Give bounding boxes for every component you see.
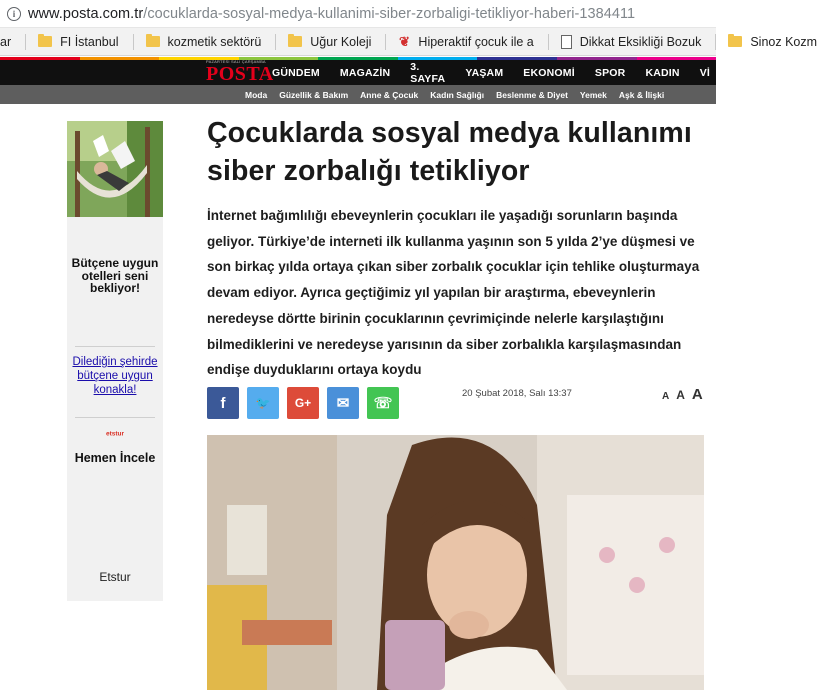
nav-item[interactable]: MAGAZİN [339, 67, 391, 79]
bookmark-separator [275, 34, 276, 50]
subnav-item[interactable]: Yemek [579, 89, 607, 100]
subnav-item[interactable]: Güzellik & Bakım [279, 89, 349, 100]
folder-icon [146, 36, 160, 47]
ad-cta[interactable]: Hemen İncele [74, 451, 156, 465]
page-icon [561, 35, 572, 49]
bookmarks-bar [0, 28, 818, 56]
bookmark-item[interactable] [548, 28, 716, 55]
nav-item[interactable]: GÜNDEM [272, 67, 320, 79]
nav-item[interactable]: SPOR [594, 67, 626, 79]
address-bar[interactable] [0, 0, 716, 28]
googleplus-icon: G+ [294, 396, 312, 410]
subnav-item[interactable]: Kadın Sağlığı [430, 89, 485, 100]
whatsapp-share-button[interactable] [367, 387, 399, 419]
ad-hammock-photo[interactable] [67, 121, 163, 217]
bookmark-item[interactable] [25, 28, 132, 55]
bookmark-label: Dikkat Eksikliği Bozuk [579, 34, 702, 49]
color-stripe [0, 57, 716, 60]
color-stripe-segment [477, 57, 557, 60]
ad-divider [75, 346, 155, 347]
bookmark-separator [133, 34, 134, 50]
url-text[interactable] [28, 6, 635, 22]
nav-item[interactable]: KADIN [645, 67, 680, 79]
subnav-item[interactable]: Beslenme & Diyet [496, 89, 568, 100]
bookmark-separator [25, 34, 26, 50]
nav-item[interactable]: 3. SAYFA [410, 61, 446, 85]
facebook-icon: f [220, 394, 226, 412]
color-stripe-segment [0, 57, 80, 60]
article-summary: İnternet bağımlılığı ebeveynlerin çocukları ile yaşadığı sorunların başında geliyor. Türkiye’de interneti ilk kullanma yaşının son 5 yılda 2’ye düşmesi ve son birkaç yılda ortaya çıkan siber zorbalık çocuklar için tehlike oluşturmaya devam ediyor. Ayrıca geçtiğimiz yıl yapılan bir araştırma, ebeveynlerin neredeyse dörtte birinin çocuklarının çevrimiçinde nelerle karşılaştığını bilmediklerini ve neredeyse yarısının da siber zorbalıkla karşılaşmasından endişe duyduklarını ortaya koydu [207, 208, 700, 378]
red-favicon-icon: ❦ [398, 33, 410, 49]
bookmark-separator [715, 34, 716, 50]
color-stripe-segment [318, 57, 398, 60]
url-domain: www.posta.com.tr [28, 5, 144, 22]
bookmark-item[interactable] [385, 28, 547, 55]
subnav-item[interactable]: Aşk & İlişki [618, 89, 665, 100]
etstur-logo[interactable] [101, 429, 129, 437]
logo-text: POSTA [206, 63, 274, 85]
bookmark-item[interactable] [133, 28, 276, 55]
ad-brand[interactable]: Etstur [99, 570, 131, 584]
main-nav [272, 62, 730, 84]
subnav-item[interactable]: Anne & Çocuk [360, 89, 419, 100]
color-stripe-segment [637, 57, 717, 60]
article-hero-image [207, 435, 704, 690]
bookmark-label: kozmetik sektörü [167, 34, 262, 49]
ad-title[interactable]: Bütçene uygun otelleri seni bekliyor! [71, 256, 159, 295]
color-stripe-segment [80, 57, 160, 60]
font-size-small-button[interactable]: A [662, 391, 670, 402]
bookmark-item[interactable] [715, 28, 831, 55]
envelope-icon: ✉ [336, 395, 350, 412]
bookmark-item[interactable] [275, 28, 385, 55]
bookmark-separator [385, 34, 386, 50]
twitter-share-button[interactable] [247, 387, 279, 419]
bookmark-label: Hiperaktif çocuk ile a [418, 34, 534, 49]
ad-divider [75, 417, 155, 418]
url-path: /cocuklarda-sosyal-medya-kullanimi-siber-zorbaligi-tetikliyor-haberi-1384411 [143, 5, 636, 22]
share-bar [207, 387, 407, 419]
site-logo[interactable] [206, 60, 274, 84]
facebook-share-button[interactable] [207, 387, 239, 419]
folder-icon [38, 36, 52, 47]
bookmark-separator [548, 34, 549, 50]
subnav-item[interactable]: Moda [245, 89, 268, 100]
font-size-large-button[interactable]: A [691, 386, 703, 403]
folder-icon [728, 36, 742, 47]
article-headline: Çocuklarda sosyal medya kullanımı siber zorbalığı tetikliyor [207, 117, 692, 187]
folder-icon [288, 36, 302, 47]
bookmark-label: Sinoz Kozm [750, 34, 818, 49]
bookmark-label: FI İstanbul [60, 34, 119, 49]
ad-link[interactable]: Dilediğin şehirde bütçene uygun konakla! [72, 356, 158, 396]
bookmark-label: Uğur Koleji [310, 34, 372, 49]
sub-nav [245, 85, 676, 104]
email-share-button[interactable] [327, 387, 359, 419]
etstur-logo-text: etstur [105, 430, 125, 438]
nav-item[interactable]: EKONOMİ [523, 67, 575, 79]
twitter-icon: 🐦 [255, 396, 271, 410]
bookmark-label: ar [0, 34, 12, 49]
color-stripe-segment [398, 57, 478, 60]
info-icon[interactable]: i [7, 7, 21, 21]
font-size-controls [662, 386, 710, 403]
nav-item[interactable]: YAŞAM [465, 67, 504, 79]
font-size-medium-button[interactable]: A [676, 388, 685, 402]
sidebar-ad[interactable] [67, 121, 163, 601]
bookmark-item[interactable] [0, 28, 25, 55]
article-date: 20 Şubat 2018, Salı 13:37 [462, 388, 572, 399]
googleplus-share-button[interactable] [287, 387, 319, 419]
logo-tagline: PAZARTESİ SALI ÇARŞAMBA [206, 59, 266, 64]
sub-navbar [0, 85, 716, 104]
nav-item[interactable]: Vİ [699, 67, 711, 79]
color-stripe-segment [557, 57, 637, 60]
whatsapp-icon: ☏ [373, 395, 393, 412]
